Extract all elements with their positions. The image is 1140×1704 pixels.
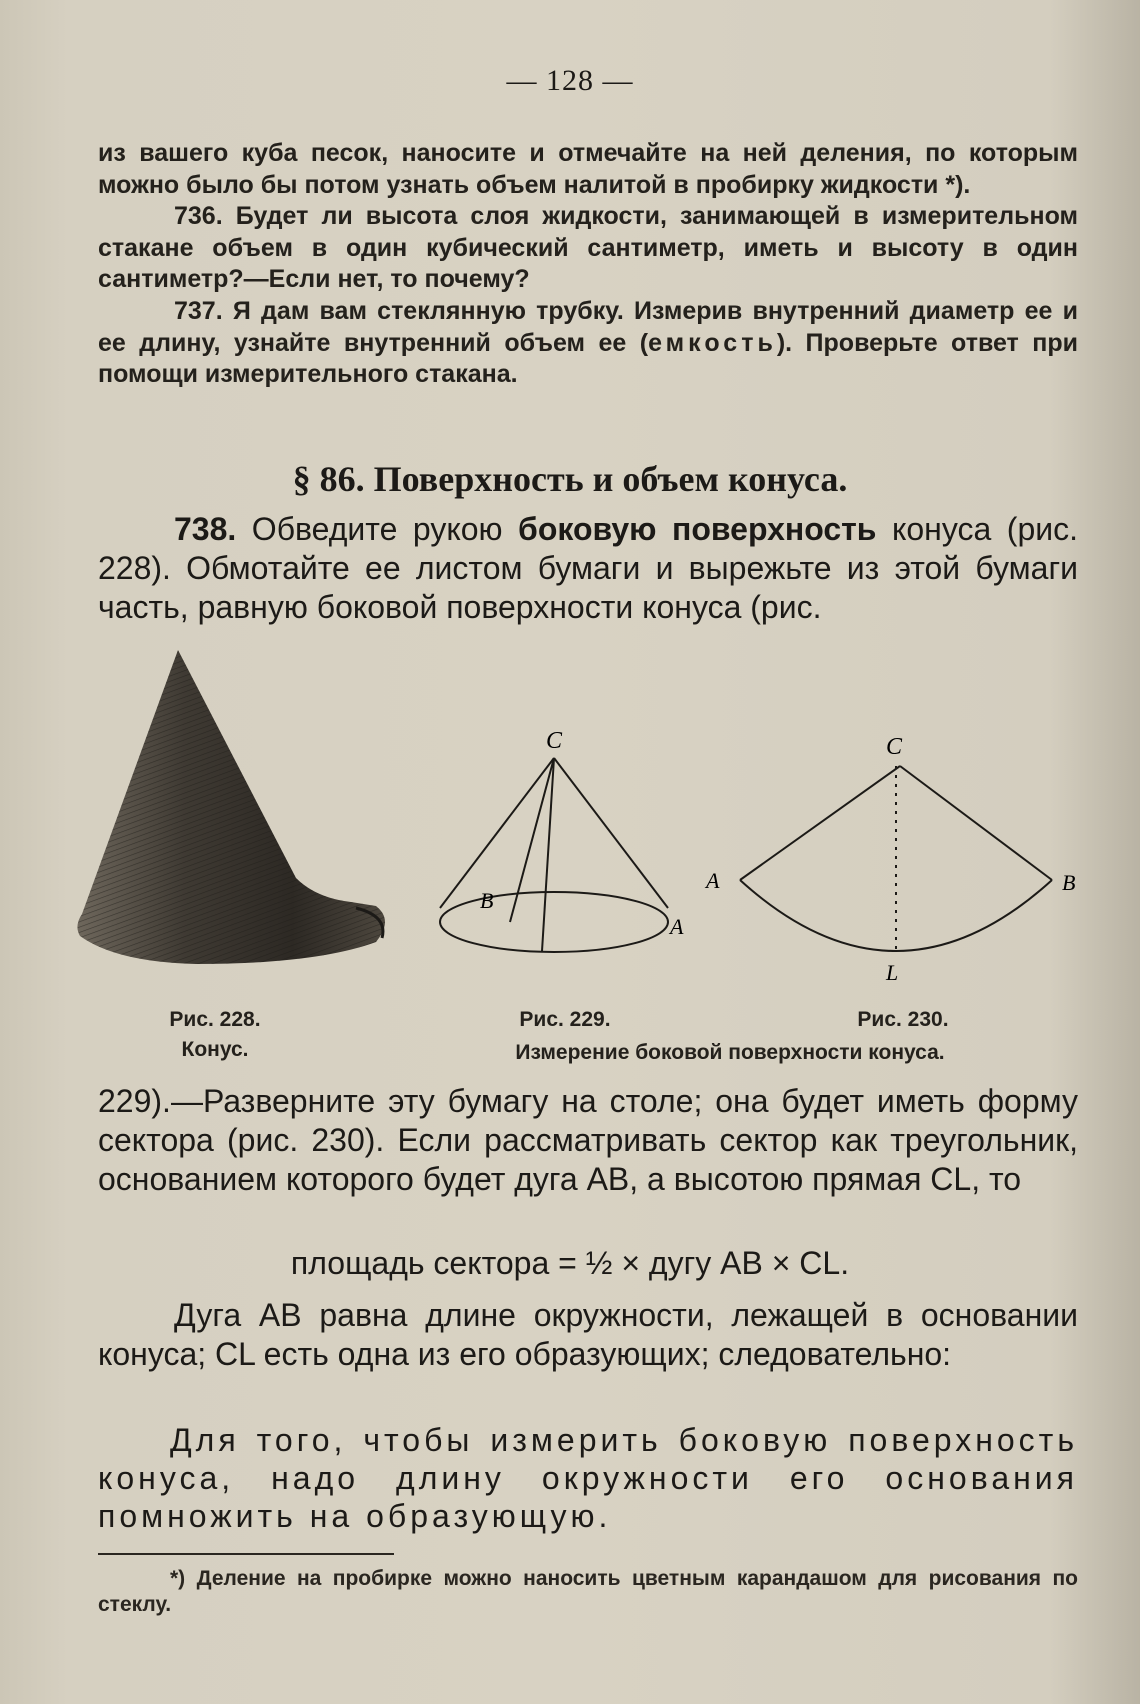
figure-228-cone — [76, 646, 406, 968]
footnote-divider — [98, 1553, 394, 1555]
section-title: § 86. Поверхность и объем конуса. — [292, 459, 848, 499]
label-c: C — [546, 728, 563, 754]
figure-230-sector-diagram — [700, 730, 1090, 990]
label-c: C — [886, 734, 903, 760]
figure-229-cone-diagram — [430, 728, 700, 968]
exercise-737 — [98, 296, 1078, 391]
exercise-number: 737. — [174, 296, 223, 325]
conclusion-paragraph: Дуга AB равна длине окружности, лежащей в основании конуса; CL есть одна из его образующих; следовательно: — [98, 1297, 1078, 1372]
label-b: B — [480, 888, 494, 913]
sector-area-formula: площадь сектора = ½ × дугу AB × CL. — [290, 1245, 850, 1281]
rule-statement: Для того, чтобы измерить боковую поверхность конуса, надо длину окружности его основания помножить на образующую. — [98, 1422, 1078, 1534]
bold-term: боковую поверхность — [518, 511, 877, 547]
exercise-736 — [98, 201, 1078, 296]
exercise-text: Я дам вам стеклянную трубку. Измерив внутренний диаметр ее и ее длину, узнайте внутренний объем ее ( — [98, 296, 1078, 357]
caption-228: Рис. 228. Конус. — [169, 1008, 261, 1061]
exercise-block — [98, 138, 1078, 391]
exercise-738 — [98, 510, 1078, 627]
continuation-paragraph: 229).—Разверните эту бумагу на столе; она будет иметь форму сектора (рис. 230). Если рассматривать сектор как треугольник, основанием которого будет дуга AB, а высотою прямая CL, то — [98, 1083, 1078, 1197]
intro-paragraph: из вашего куба песок, наносите и отмечайте на ней деления, по которым можно было бы потом узнать объем налитой в пробирку жидкости *). — [98, 139, 1078, 199]
page-number: — 128 — — [506, 64, 634, 97]
exercise-text-end: ). Проверьте ответ при помощи измерительного стакана. — [98, 328, 1079, 389]
shared-caption: Измерение боковой поверхности конуса. — [515, 1041, 945, 1064]
exercise-number: 736. — [174, 202, 223, 231]
exercise-text: Будет ли высота слоя жидкости, занимающей в измерительном стакане объем в один кубический сантиметр, иметь и высоту в один сантиметр?—Если нет, то почему? — [98, 202, 1078, 294]
label-a: A — [670, 914, 684, 939]
spaced-term: емкость — [648, 328, 777, 357]
exercise-text: Обведите рукою — [236, 511, 519, 547]
label-a: A — [706, 868, 720, 893]
exercise-text-cont: конуса (рис. 228). Обмотайте ее листом бумаги и вырежьте из этой бумаги часть, равную боковой поверхности конуса (рис. — [98, 511, 1079, 625]
label-l: L — [886, 960, 899, 985]
caption-229: Рис. 229. — [519, 1008, 611, 1031]
caption-230: Рис. 230. — [857, 1008, 949, 1031]
footnote: *) Деление на пробирке можно наносить цветным карандашом для рисования по стеклу. — [98, 1567, 1078, 1616]
exercise-number: 738. — [174, 511, 237, 547]
label-b: B — [1062, 870, 1076, 895]
